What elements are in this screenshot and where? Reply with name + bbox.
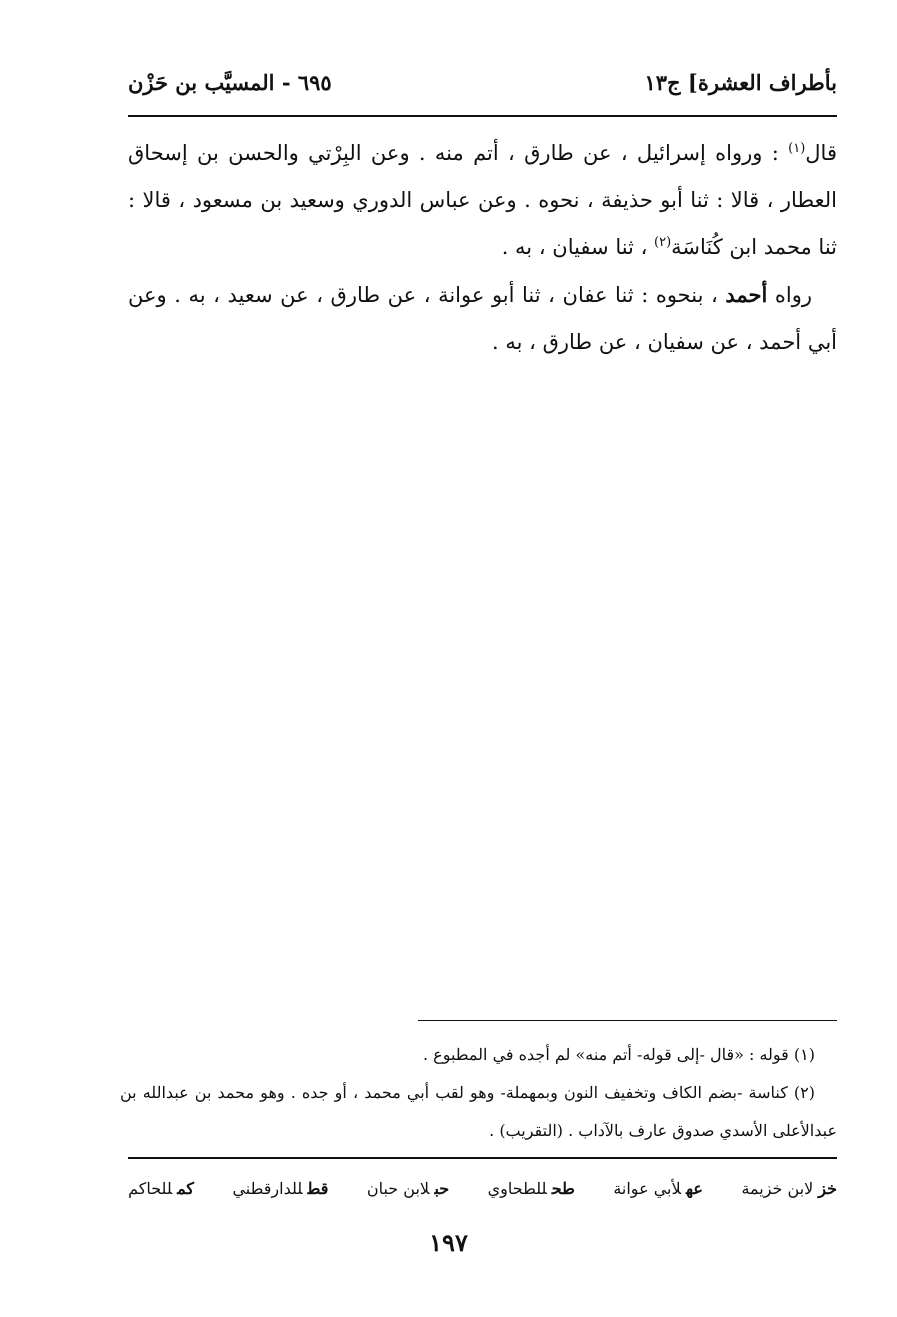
abbreviations-legend xyxy=(128,1170,837,1206)
abbreviation-code: قط xyxy=(307,1178,329,1198)
paragraph-1-part-2: : ورواه إسرائيل ، عن طارق ، أتم منه . وعن البِرْتي والحسن بن إسحاق العطار ، قالا : ثنا أبو حذيفة ، نحوه . وعن عباس الدوري وسعيد بن مسعود ، قالا : ثنا محمد ابن كُنَاسَة xyxy=(128,141,837,259)
abbreviation-code: حب xyxy=(434,1178,450,1198)
abbreviation-code: خز xyxy=(818,1178,837,1198)
abbreviation-item xyxy=(128,1179,194,1198)
header-book-title: بأطراف العشرة] ج١٣ xyxy=(644,69,837,95)
abbreviation-code: عه xyxy=(686,1178,703,1198)
abbreviation-code: كم xyxy=(177,1178,194,1198)
abbreviation-label: للطحاوي xyxy=(487,1178,547,1198)
paragraph-2 xyxy=(128,271,837,366)
footnotes xyxy=(120,1036,837,1150)
abbreviation-label: للدارقطني xyxy=(232,1178,303,1198)
footnote-divider xyxy=(418,1020,837,1021)
abbreviation-code: طح xyxy=(551,1178,575,1198)
abbreviation-item xyxy=(367,1179,449,1198)
abbreviation-item xyxy=(488,1179,575,1198)
paragraph-2-bold-name: أحمد xyxy=(725,282,768,307)
header-section-title: ٦٩٥ - المسيَّب بن حَزْن xyxy=(128,69,332,95)
abbreviation-label: للحاكم xyxy=(128,1178,173,1198)
main-text xyxy=(128,130,837,366)
abbreviations-divider xyxy=(128,1157,837,1159)
abbreviation-label: لابن خزيمة xyxy=(741,1178,814,1198)
footnote-ref-1: (١) xyxy=(788,141,806,156)
paragraph-1-part-3: ، ثنا سفيان ، به . xyxy=(501,235,655,259)
abbreviation-label: لابن حبان xyxy=(366,1178,430,1198)
abbreviation-item xyxy=(613,1179,703,1198)
abbreviation-item xyxy=(232,1179,328,1198)
footnote-2: (٢) كناسة -بضم الكاف وتخفيف النون وبمهملة- وهو لقب أبي محمد ، أو جده . وهو محمد بن عبدالله بن عبدالأعلى الأسدي صدوق عارف بالآداب . (التقريب) . xyxy=(120,1083,837,1140)
footnote-1: (١) قوله : «قال -إلى قوله- أتم منه» لم أجده في المطبوع . xyxy=(422,1045,815,1064)
paragraph-2-part-1: رواه xyxy=(767,283,812,307)
paragraph-1 xyxy=(128,130,837,271)
abbreviation-item xyxy=(741,1179,837,1198)
running-header xyxy=(128,62,837,102)
paragraph-1-part-1: قال xyxy=(805,141,837,165)
header-divider xyxy=(128,115,837,117)
abbreviation-label: لأبي عوانة xyxy=(613,1178,682,1198)
page-number: ١٩٧ xyxy=(429,1228,468,1257)
paragraph-2-part-2: ، بنحوه : ثنا عفان ، ثنا أبو عوانة ، عن طارق ، عن سعيد ، به . وعن أبي أحمد ، عن سفيان ، عن طارق ، به . xyxy=(128,283,837,354)
footnote-ref-2: (٢) xyxy=(654,235,672,250)
